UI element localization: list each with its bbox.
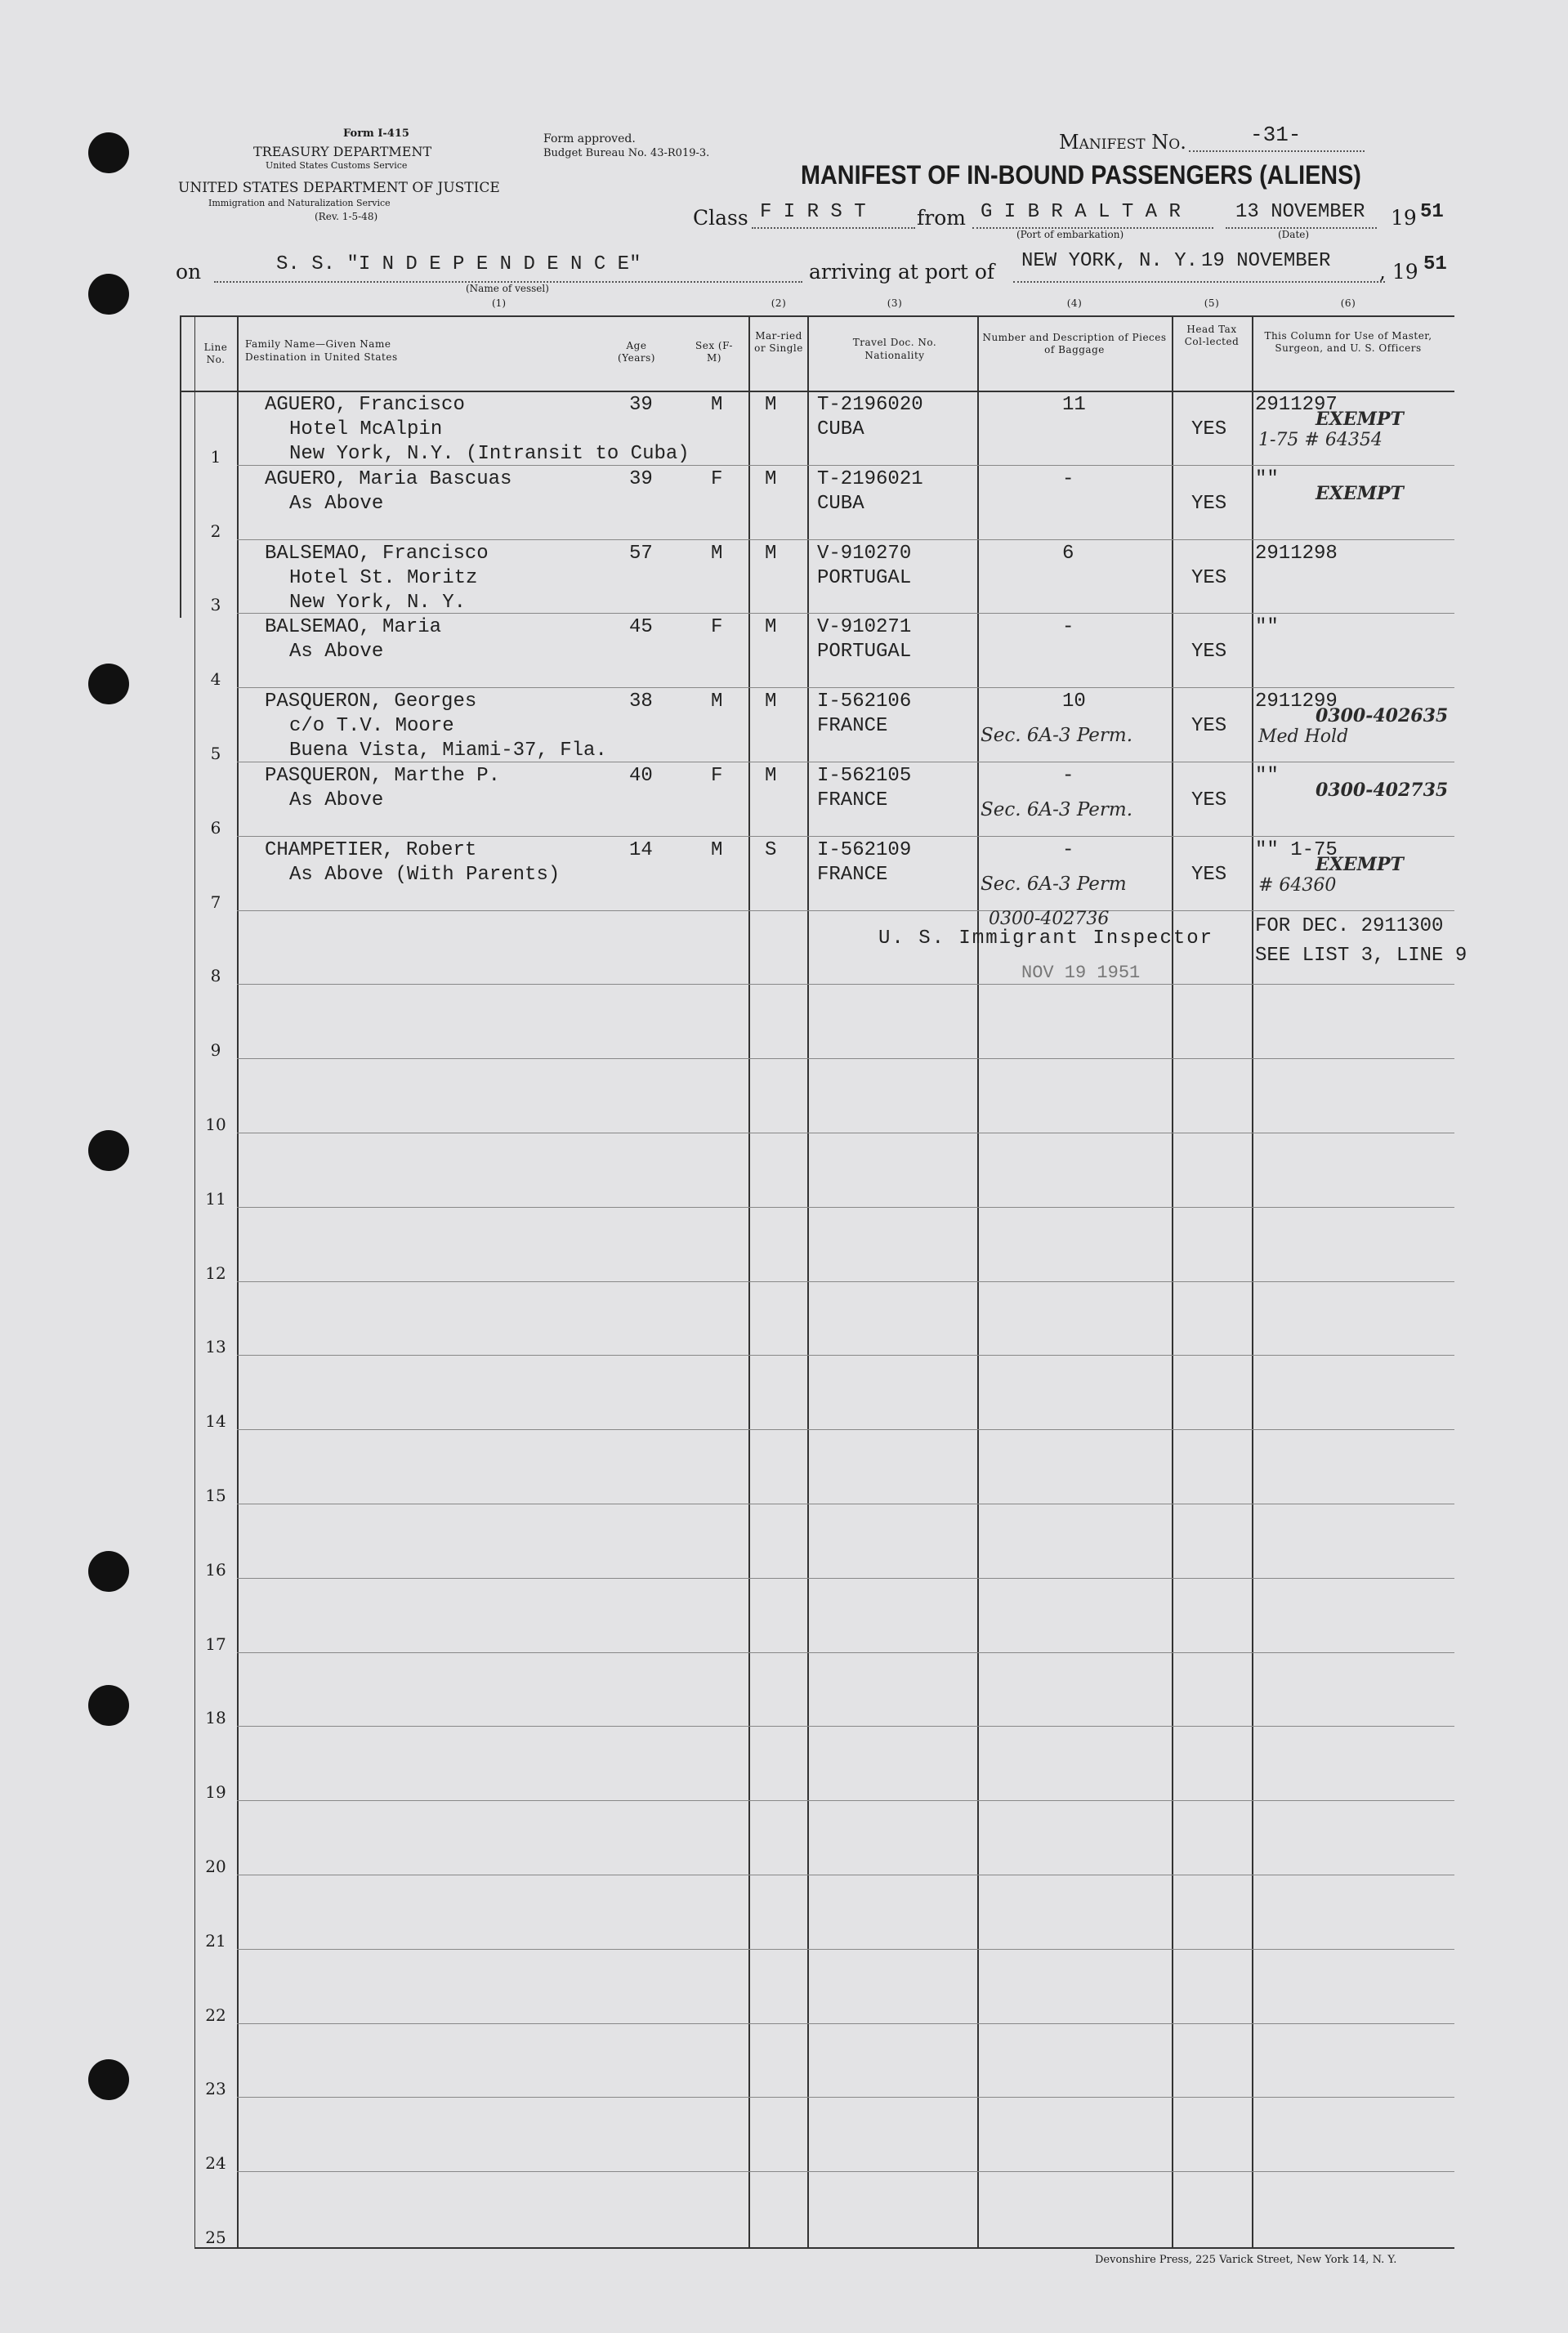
destination-line: As Above xyxy=(289,789,384,811)
sex-value: M xyxy=(711,394,723,416)
travel-doc-number: T-2196021 xyxy=(817,467,923,490)
line-number: 21 xyxy=(205,1930,226,1951)
treasury-label: TREASURY DEPARTMENT xyxy=(253,144,432,159)
head-tax-value: YES xyxy=(1191,566,1227,589)
officer-entry: "" 1-75 xyxy=(1255,838,1338,861)
baggage-count: - xyxy=(1062,616,1074,639)
nationality-value: FRANCE xyxy=(817,863,888,886)
destination-line: As Above xyxy=(289,641,384,664)
col-destination: Destination in United States xyxy=(245,351,398,363)
officer-entry: 2911297 xyxy=(1255,394,1338,416)
row-separator xyxy=(237,1058,1454,1059)
destination-line: Buena Vista, Miami-37, Fla. xyxy=(289,740,607,762)
col-officers-num: (6) xyxy=(1340,297,1356,309)
punch-hole xyxy=(88,664,129,704)
class-underline xyxy=(752,227,915,229)
line-number: 2 xyxy=(210,521,221,541)
vessel-name: S. S. "I N D E P E N D E N C E" xyxy=(276,253,641,275)
sex-value: F xyxy=(711,765,723,787)
printer-credit: Devonshire Press, 225 Varick Street, New York 14, N. Y. xyxy=(1095,2254,1397,2266)
form-number: Form I-415 xyxy=(343,127,409,140)
head-tax-value: YES xyxy=(1191,641,1227,664)
col-officers: This Column for Use of Master, Surgeon, and U. S. Officers xyxy=(1264,330,1432,354)
passenger-name: PASQUERON, Marthe P. xyxy=(265,765,501,787)
line-number: 20 xyxy=(205,1857,226,1876)
age-value: 39 xyxy=(629,467,653,490)
age-value: 45 xyxy=(629,616,653,639)
arrival-year-prefix: , 19 xyxy=(1379,260,1418,284)
col-travel-num: (3) xyxy=(887,297,903,309)
baggage-count: - xyxy=(1062,838,1074,861)
officer-note: 1-75 # 64354 xyxy=(1258,430,1383,450)
col-baggage: Number and Description of Pieces of Baggage xyxy=(982,332,1167,355)
vessel-caption: (Name of vessel) xyxy=(466,283,549,294)
age-value: 39 xyxy=(629,394,653,416)
age-value: 38 xyxy=(629,691,653,713)
baggage-note: Sec. 6A-3 Perm. xyxy=(981,799,1132,820)
col-baggage-num: (4) xyxy=(1066,297,1083,309)
dec-note: FOR DEC. 2911300 xyxy=(1255,915,1444,937)
embark-year-suffix: 51 xyxy=(1420,201,1444,223)
line-number: 19 xyxy=(205,1782,226,1803)
sex-value: M xyxy=(711,838,723,861)
line-number: 12 xyxy=(205,1263,226,1283)
marital-value: M xyxy=(765,616,777,639)
col-head-tax-num: (5) xyxy=(1204,297,1220,309)
line-number: 3 xyxy=(210,595,221,615)
row-separator xyxy=(237,539,1454,540)
embark-date: 13 NOVEMBER xyxy=(1235,201,1365,223)
line-number: 5 xyxy=(210,744,221,763)
row-separator xyxy=(237,1429,1454,1430)
marital-value: S xyxy=(765,838,777,861)
passenger-name: AGUERO, Maria Bascuas xyxy=(265,467,512,490)
line-number: 15 xyxy=(205,1486,226,1505)
row-separator xyxy=(237,2097,1454,2098)
destination-line: c/o T.V. Moore xyxy=(289,715,454,738)
manifest-underline xyxy=(1189,150,1365,152)
officer-entry: 2911298 xyxy=(1255,542,1338,565)
head-tax-value: YES xyxy=(1191,863,1227,886)
ins-label: Immigration and Naturalization Service xyxy=(208,198,391,208)
destination-line: As Above xyxy=(289,492,384,515)
baggage-note: Sec. 6A-3 Perm xyxy=(981,873,1127,895)
officer-note: EXEMPT xyxy=(1316,853,1404,875)
customs-label: United States Customs Service xyxy=(266,160,408,171)
sex-value: M xyxy=(711,691,723,713)
inspector-code: 0300-402736 xyxy=(989,909,1110,929)
row-separator xyxy=(237,2023,1454,2024)
arriving-label: arriving at port of xyxy=(809,260,995,284)
destination-line: New York, N.Y. (Intransit to Cuba) xyxy=(289,443,690,465)
age-value: 14 xyxy=(629,838,653,861)
col-travel-doc: Travel Doc. No. xyxy=(852,337,937,348)
nationality-value: FRANCE xyxy=(817,789,888,811)
port-embarkation: G I B R A L T A R xyxy=(981,201,1181,223)
nationality-value: PORTUGAL xyxy=(817,566,912,589)
officer-note: 0300-402635 xyxy=(1316,705,1449,727)
travel-doc-number: I-562106 xyxy=(817,691,912,713)
destination-line: As Above (With Parents) xyxy=(289,863,561,886)
marital-value: M xyxy=(765,765,777,787)
marital-value: M xyxy=(765,542,777,565)
row-separator xyxy=(237,836,1454,837)
row-separator xyxy=(237,1355,1454,1356)
form-approved: Form approved. xyxy=(543,132,636,145)
arrival-port: NEW YORK, N. Y. xyxy=(1021,250,1199,272)
passenger-name: CHAMPETIER, Robert xyxy=(265,838,477,861)
line-number: 14 xyxy=(205,1411,226,1432)
age-value: 57 xyxy=(629,542,653,565)
sex-value: F xyxy=(711,616,723,639)
line-number: 16 xyxy=(205,1559,226,1580)
col-line: Line No. xyxy=(203,342,228,365)
officer-entry: "" xyxy=(1255,616,1279,639)
vessel-col-num: (1) xyxy=(492,297,506,309)
officer-note: Med Hold xyxy=(1258,726,1349,748)
line-number: 7 xyxy=(210,892,221,912)
row-separator xyxy=(237,2171,1454,2172)
row-separator xyxy=(237,1800,1454,1801)
marital-value: M xyxy=(765,467,777,490)
line-number: 11 xyxy=(205,1188,226,1209)
col-nationality: Nationality xyxy=(864,350,925,361)
nationality-value: CUBA xyxy=(817,492,864,515)
row-separator xyxy=(237,1949,1454,1950)
destination-line: Hotel St. Moritz xyxy=(289,566,478,589)
destination-line: New York, N. Y. xyxy=(289,591,467,614)
line-number: 9 xyxy=(210,1040,221,1061)
arrival-date: 19 NOVEMBER xyxy=(1201,250,1331,272)
punch-hole xyxy=(88,1551,129,1592)
embark-year-prefix: 19 xyxy=(1391,206,1417,230)
line-number: 10 xyxy=(205,1115,226,1134)
row-separator xyxy=(237,1578,1454,1579)
line-number: 24 xyxy=(205,2153,226,2174)
passenger-name: AGUERO, Francisco xyxy=(265,394,465,416)
punch-hole xyxy=(88,274,129,315)
nationality-value: PORTUGAL xyxy=(817,641,912,664)
page-title: MANIFEST OF IN-BOUND PASSENGERS (ALIENS) xyxy=(801,160,1361,190)
nationality-value: CUBA xyxy=(817,418,864,440)
date-caption: (Date) xyxy=(1278,229,1310,240)
officer-note: EXEMPT xyxy=(1316,409,1404,430)
line-number: 13 xyxy=(205,1337,226,1357)
from-label: from xyxy=(917,206,966,230)
revision-label: (Rev. 1-5-48) xyxy=(315,211,378,222)
sex-value: M xyxy=(711,542,723,565)
travel-doc-number: I-562109 xyxy=(817,838,912,861)
col-head-tax: Head Tax Col-lected xyxy=(1184,324,1240,347)
row-separator xyxy=(237,984,1454,985)
date-stamp: NOV 19 1951 xyxy=(1021,963,1141,983)
travel-doc-number: T-2196020 xyxy=(817,394,923,416)
travel-doc-number: I-562105 xyxy=(817,765,912,787)
class-label: Class xyxy=(693,206,748,230)
punch-hole xyxy=(88,1685,129,1726)
line-number: 4 xyxy=(210,669,221,690)
manifest-number: -31- xyxy=(1250,123,1302,147)
on-label: on xyxy=(176,260,202,284)
baggage-note: Sec. 6A-3 Perm. xyxy=(981,725,1132,747)
officer-entry: "" xyxy=(1255,467,1279,490)
arrival-year-suffix: 51 xyxy=(1423,253,1447,275)
row-separator xyxy=(237,1726,1454,1727)
officer-note: 0300-402735 xyxy=(1316,780,1449,801)
punch-hole xyxy=(88,1130,129,1171)
officer-note: EXEMPT xyxy=(1316,482,1404,504)
line-number: 6 xyxy=(210,817,221,838)
budget-number: Budget Bureau No. 43-R019-3. xyxy=(543,147,710,159)
line-number: 17 xyxy=(205,1634,226,1654)
col-age: Age (Years) xyxy=(618,340,655,364)
line-number: 25 xyxy=(205,2228,226,2247)
sex-value: F xyxy=(711,467,723,490)
row-separator xyxy=(237,1281,1454,1282)
travel-doc-number: V-910270 xyxy=(817,542,912,565)
head-tax-value: YES xyxy=(1191,418,1227,440)
port-caption: (Port of embarkation) xyxy=(1016,229,1124,240)
baggage-count: - xyxy=(1062,467,1074,490)
nationality-value: FRANCE xyxy=(817,715,888,738)
passenger-name: BALSEMAO, Maria xyxy=(265,616,442,639)
line-number: 23 xyxy=(205,2079,226,2099)
travel-doc-number: V-910271 xyxy=(817,616,912,639)
manifest-label: Manifest No. xyxy=(1059,131,1186,154)
col-name: Family Name—Given Name xyxy=(245,338,391,350)
officer-note: # 64360 xyxy=(1258,874,1337,896)
punch-hole xyxy=(88,132,129,173)
col-sex: Sex (F-M) xyxy=(695,340,733,364)
line-number: 18 xyxy=(205,1708,226,1728)
marital-value: M xyxy=(765,691,777,713)
age-value: 40 xyxy=(629,765,653,787)
line-number: 1 xyxy=(210,446,221,467)
row-separator xyxy=(237,910,1454,911)
officer-entry: 2911299 xyxy=(1255,691,1338,713)
head-tax-value: YES xyxy=(1191,715,1227,738)
marital-value: M xyxy=(765,394,777,416)
line-number: 22 xyxy=(205,2005,226,2025)
row-separator xyxy=(237,687,1454,688)
destination-line: Hotel McAlpin xyxy=(289,418,443,440)
row-separator xyxy=(237,1652,1454,1653)
head-tax-value: YES xyxy=(1191,789,1227,811)
class-value: F I R S T xyxy=(760,201,866,223)
see-list-note: SEE LIST 3, LINE 9 xyxy=(1255,945,1467,967)
baggage-count: 10 xyxy=(1062,691,1086,713)
baggage-count: 11 xyxy=(1062,394,1086,416)
passenger-name: BALSEMAO, Francisco xyxy=(265,542,489,565)
col-married: Mar-ried or Single xyxy=(754,330,803,354)
head-tax-value: YES xyxy=(1191,492,1227,515)
line-number: 8 xyxy=(210,966,221,986)
officer-entry: "" xyxy=(1255,765,1279,787)
inspector-label: U. S. Immigrant Inspector xyxy=(878,927,1214,950)
baggage-count: 6 xyxy=(1062,542,1074,565)
row-separator xyxy=(237,1207,1454,1208)
justice-label: UNITED STATES DEPARTMENT OF JUSTICE xyxy=(178,180,500,196)
col-married-num: (2) xyxy=(771,297,787,309)
baggage-count: - xyxy=(1062,765,1074,787)
passenger-name: PASQUERON, Georges xyxy=(265,691,477,713)
arrival-underline xyxy=(1013,281,1385,283)
punch-hole xyxy=(88,2059,129,2100)
